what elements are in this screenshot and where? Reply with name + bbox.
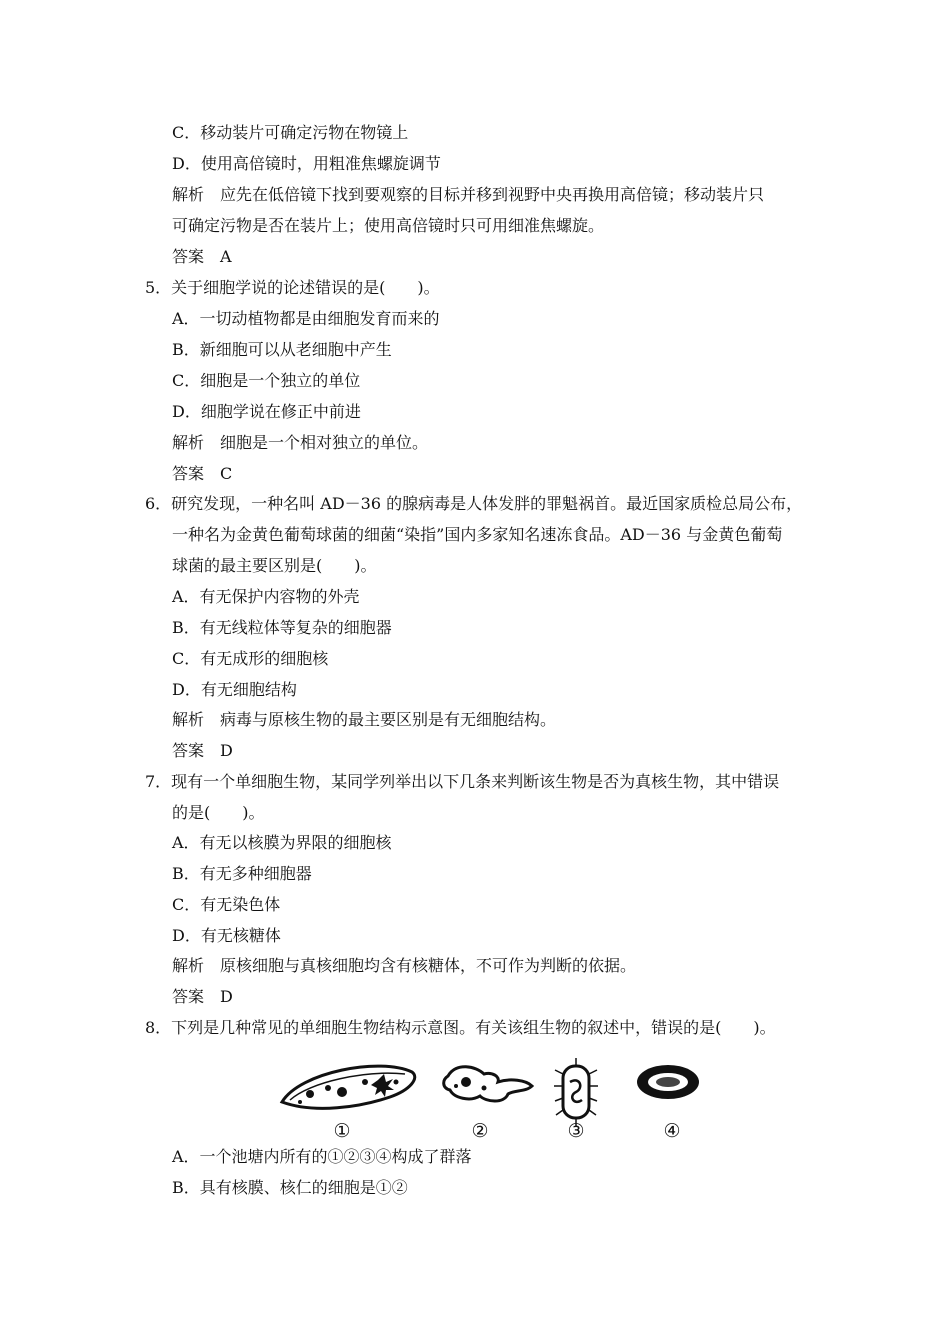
- q6-option-c: C．有无成形的细胞核: [172, 649, 329, 668]
- q4-option-c: C．移动装片可确定污物在物镜上: [172, 123, 409, 142]
- q6-stem-line-3: 球菌的最主要区别是( )。: [172, 556, 377, 575]
- q5-option-d: D．细胞学说在修正中前进: [172, 402, 361, 421]
- q5-option-b: B．新细胞可以从老细胞中产生: [172, 340, 392, 359]
- q6-stem-line-1: 6．研究发现，一种名叫 AD－36 的腺病毒是人体发胖的罪魁祸首。最近国家质检总局公布，: [145, 494, 803, 513]
- figure-label-1: ①: [333, 1120, 351, 1142]
- figure-label-2: ②: [471, 1120, 489, 1142]
- q4-analysis-line-2: 可确定污物是否在装片上；使用高倍镜时只可用细准焦螺旋。: [172, 216, 605, 235]
- q6-option-d: D．有无细胞结构: [172, 680, 297, 699]
- q4-answer: 答案 A: [172, 247, 232, 266]
- amoeba-drawing: [444, 1067, 532, 1101]
- q4-option-d: D．使用高倍镜时，用粗准焦螺旋调节: [172, 154, 441, 173]
- chlorella-drawing: [637, 1065, 699, 1099]
- q5-stem: 5．关于细胞学说的论述错误的是( )。: [145, 278, 440, 297]
- q8-option-a: A．一个池塘内所有的①②③④构成了群落: [172, 1147, 472, 1166]
- q6-stem-line-2: 一种名为金黄色葡萄球菌的细菌“染指”国内多家知名速冻食品。AD－36 与金黄色葡萄: [172, 525, 783, 544]
- q7-option-c: C．有无染色体: [172, 895, 281, 914]
- paramecium-drawing: [282, 1066, 415, 1108]
- q7-option-d: D．有无核糖体: [172, 926, 281, 945]
- q7-analysis: 解析 原核细胞与真核细胞均含有核糖体，不可作为判断的依据。: [172, 956, 637, 975]
- q6-answer: 答案 D: [172, 741, 233, 760]
- q7-stem-line-1: 7．现有一个单细胞生物，某同学列举出以下几条来判断该生物是否为真核生物，其中错误: [145, 772, 780, 791]
- q6-option-a: A．有无保护内容物的外壳: [172, 587, 360, 606]
- q5-analysis: 解析 细胞是一个相对独立的单位。: [172, 433, 429, 452]
- q5-option-c: C．细胞是一个独立的单位: [172, 371, 361, 390]
- q8-option-b: B．具有核膜、核仁的细胞是①②: [172, 1178, 408, 1197]
- q5-option-a: A．一切动植物都是由细胞发育而来的: [172, 309, 440, 328]
- bacterium-drawing: [554, 1058, 598, 1126]
- figure-label-3: ③: [567, 1120, 585, 1142]
- q6-option-b: B．有无线粒体等复杂的细胞器: [172, 618, 392, 637]
- q4-analysis-line-1: 解析 应先在低倍镜下找到要观察的目标并移到视野中央再换用高倍镜；移动装片只: [172, 185, 765, 204]
- q5-answer: 答案 C: [172, 464, 233, 483]
- q6-analysis: 解析 病毒与原核生物的最主要区别是有无细胞结构。: [172, 710, 557, 729]
- q7-answer: 答案 D: [172, 987, 233, 1006]
- q7-stem-line-2: 的是( )。: [172, 803, 265, 822]
- q7-option-b: B．有无多种细胞器: [172, 864, 312, 883]
- figure-label-4: ④: [663, 1120, 681, 1142]
- q7-option-a: A．有无以核膜为界限的细胞核: [172, 833, 392, 852]
- organism-figure: [270, 1052, 710, 1142]
- q8-stem: 8．下列是几种常见的单细胞生物结构示意图。有关该组生物的叙述中，错误的是( )。: [145, 1018, 776, 1037]
